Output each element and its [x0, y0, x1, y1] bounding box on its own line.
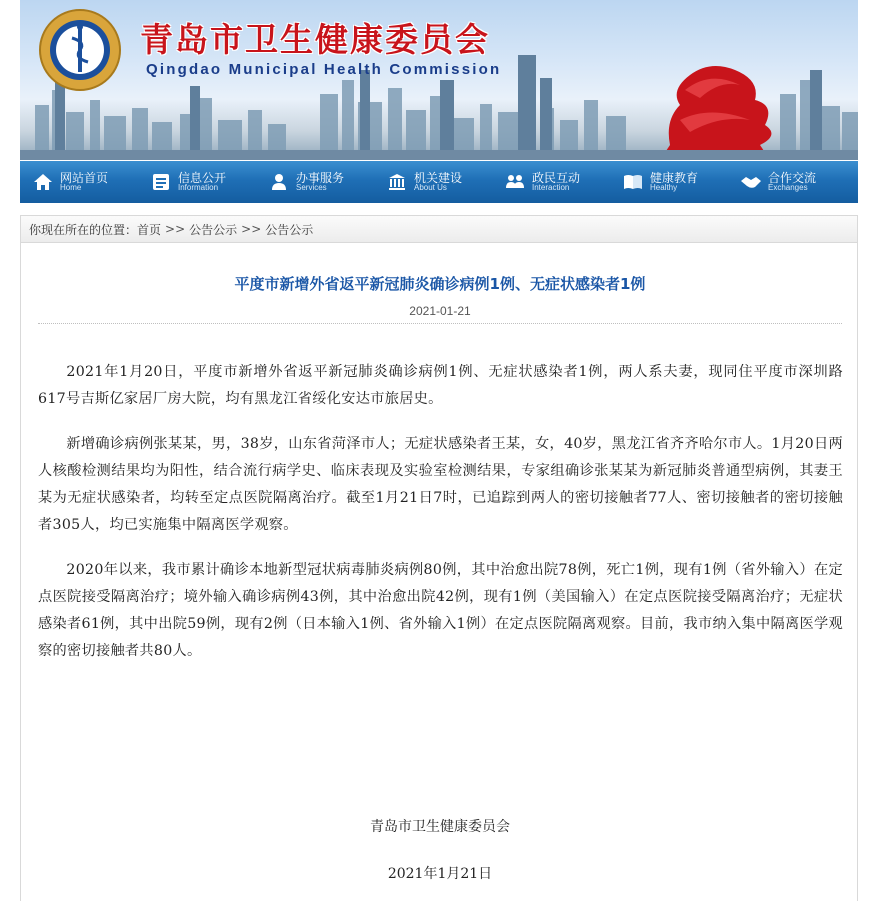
home-icon [32, 171, 54, 193]
breadcrumb-link-notices[interactable]: 公告公示 [189, 222, 238, 237]
people-icon [504, 171, 526, 193]
nav-item-services[interactable] [268, 161, 386, 203]
nav-label-en: Services [296, 183, 327, 193]
article-title: 平度市新增外省返平新冠肺炎确诊病例1例、无症状感染者1例 [234, 275, 646, 293]
may-wind-sculpture [660, 66, 771, 160]
nav-label-en: About Us [414, 183, 447, 193]
title-divider [38, 323, 842, 324]
breadcrumb-prefix: 你现在所在的位置： [29, 222, 138, 237]
nav-item-exchanges[interactable] [740, 161, 858, 203]
site-title: 青岛市卫生健康委员会 [140, 20, 490, 59]
handshake-icon [740, 171, 762, 193]
breadcrumb-separator: >> [241, 222, 262, 236]
nav-label-en: Healthy [650, 183, 678, 193]
article-body [38, 359, 843, 683]
nav-item-about-us[interactable] [386, 161, 504, 203]
commission-logo [38, 8, 122, 92]
article-paragraph: 2020年以来，我市累计确诊本地新型冠状病毒肺炎病例80例，其中治愈出院78例，死亡1例，现有1例（省外输入）在定点医院接受隔离治疗；境外输入确诊病例43例，其中治愈出院42例，现有1例（美国输入）在定点医院接受隔离治疗；无症状感染者61例，其中出院59例，现有2例（日本输入1例、省外输入1例）在定点医院隔离观察。目前，我市纳入集中隔离医学观察的密切接触者共80人。 [38, 562, 843, 659]
nav-item-home[interactable] [32, 161, 150, 203]
book-icon [622, 171, 644, 193]
breadcrumb-link-current[interactable]: 公告公示 [265, 222, 314, 237]
nav-label: 政民互动 [532, 170, 581, 185]
article-signature: 青岛市卫生健康委员会 [370, 819, 510, 835]
article-paragraph: 2021年1月20日，平度市新增外省返平新冠肺炎确诊病例1例、无症状感染者1例，两人系夫妻，现同住平度市深圳路617号吉斯亿家居厂房大院，均有黑龙江省绥化安达市旅居史。 [38, 364, 843, 407]
nav-item-information[interactable] [150, 161, 268, 203]
breadcrumb-separator: >> [165, 222, 186, 236]
nav-label: 健康教育 [650, 170, 699, 185]
info-list-icon [150, 171, 172, 193]
nav-label: 办事服务 [296, 170, 345, 185]
header-banner [20, 0, 858, 160]
nav-label: 合作交流 [768, 170, 817, 185]
nav-label: 机关建设 [414, 170, 463, 185]
nav-label-en: Exchanges [768, 183, 808, 193]
nav-label: 信息公开 [178, 170, 227, 185]
nav-item-interaction[interactable] [504, 161, 622, 203]
article-container [20, 243, 858, 901]
nav-label-en: Home [60, 183, 82, 193]
nav-item-healthy[interactable] [622, 161, 740, 203]
article-sign-date: 2021年1月21日 [387, 866, 493, 882]
article-paragraph: 新增确诊病例张某某，男，38岁，山东省菏泽市人；无症状感染者王某，女，40岁，黑龙江省齐齐哈尔市人。1月20日两人核酸检测结果均为阳性，结合流行病学史、临床表现及实验室检测结果，专家组确诊张某某为新冠肺炎普通型病例，其妻王某为无症状感染者，均转至定点医院隔离治疗。截至1月21日7时，已追踪到两人的密切接触者77人、密切接触者的密切接触者305人，均已实施集中隔离医学观察。 [38, 436, 843, 533]
breadcrumb [20, 215, 858, 243]
breadcrumb-link-home[interactable]: 首页 [137, 222, 162, 237]
article-date: 2021-01-21 [409, 304, 471, 318]
nav-label-en: Information [178, 183, 219, 193]
nav-label-en: Interaction [532, 183, 570, 193]
site-subtitle: Qingdao Municipal Health Commission [146, 61, 502, 78]
person-icon [268, 171, 290, 193]
nav-label: 网站首页 [60, 170, 109, 185]
main-nav [20, 161, 858, 203]
building-icon [386, 171, 408, 193]
